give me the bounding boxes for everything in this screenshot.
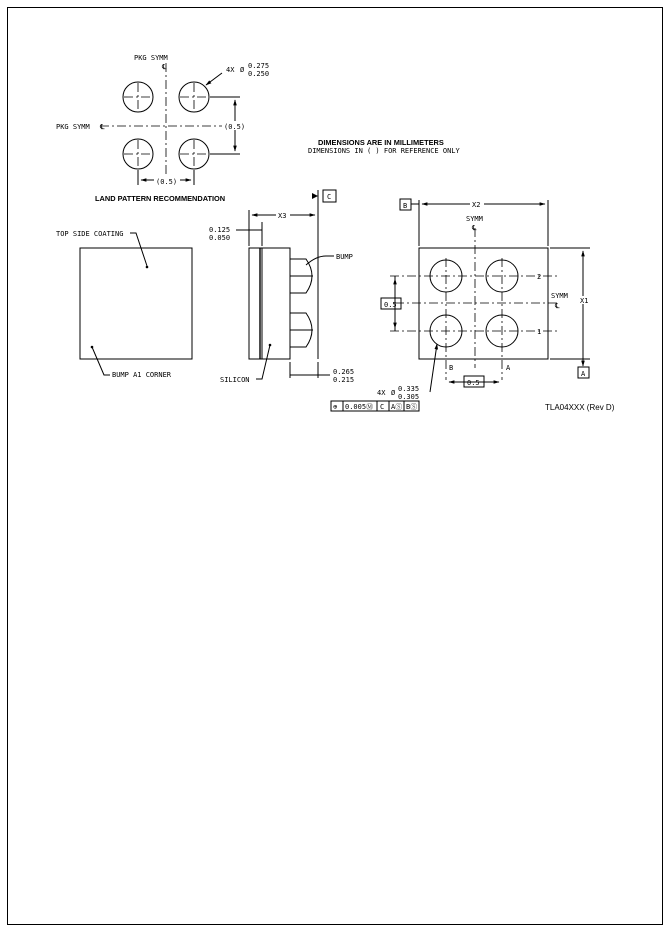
x3-label: X3	[278, 212, 287, 220]
ball-count-label: 4X	[377, 389, 386, 397]
x1-label: X1	[580, 297, 589, 305]
ball-count-label: 4X	[226, 66, 235, 74]
position-symbol: ⊕	[333, 403, 338, 411]
col-b-label: B	[449, 364, 454, 372]
top-side-coating-label: TOP SIDE COATING	[56, 230, 124, 238]
symm-top-label: SYMM	[466, 215, 483, 223]
bump-a1-corner-label: BUMP A1 CORNER	[112, 371, 172, 379]
centerline-symbol: ℄	[555, 302, 560, 310]
symm-right-label: SYMM	[551, 292, 568, 300]
top-view	[56, 230, 192, 379]
die-body-outline	[249, 248, 290, 359]
bump-height-min: 0.215	[333, 376, 355, 384]
thickness-min: 0.050	[209, 234, 231, 242]
row-1-label: 1	[537, 328, 542, 336]
row-2-label: 2	[537, 273, 542, 281]
centerline-symbol: ℄	[162, 63, 167, 71]
datum-a-label: A	[581, 370, 586, 378]
bump-label: BUMP	[336, 253, 353, 261]
fcf-datum-3: BⓈ	[406, 403, 418, 411]
datum-c-label: C	[327, 193, 332, 201]
pitch-vertical-label: (0.5)	[224, 123, 246, 131]
pkg-symm-horizontal-label: PKG SYMM	[56, 123, 90, 131]
feature-control-frame	[331, 401, 419, 411]
diameter-max: 0.275	[248, 62, 270, 70]
bump-height-max: 0.265	[333, 368, 355, 376]
diameter-min: 0.250	[248, 70, 270, 78]
notes	[308, 138, 461, 155]
thickness-max: 0.125	[209, 226, 231, 234]
silicon-label: SILICON	[220, 376, 250, 384]
drawing-id: TLA04XXX (Rev D)	[545, 403, 615, 412]
fcf-datum-1: C	[380, 403, 385, 411]
land-pattern-title: LAND PATTERN RECOMMENDATION	[95, 194, 226, 203]
package-top-outline	[80, 248, 192, 359]
centerline-symbol: ℄	[100, 123, 105, 131]
diameter-symbol: Ø	[240, 66, 245, 74]
bottom-view	[331, 199, 592, 411]
diameter-min: 0.305	[398, 393, 420, 401]
x2-label: X2	[472, 201, 481, 209]
fcf-datum-2: AⓈ	[391, 403, 403, 411]
reference-note: DIMENSIONS IN ( ) FOR REFERENCE ONLY	[308, 147, 460, 155]
side-view	[209, 190, 354, 384]
diameter-symbol: Ø	[391, 389, 396, 397]
pitch-horizontal-label: (0.5)	[156, 178, 178, 186]
centerline-symbol: ℄	[472, 224, 477, 232]
land-pattern-view	[56, 54, 269, 203]
position-tolerance: 0.005Ⓜ	[345, 403, 374, 411]
diameter-max: 0.335	[398, 385, 420, 393]
datum-b-label: B	[403, 202, 408, 210]
units-note: DIMENSIONS ARE IN MILLIMETERS	[318, 138, 444, 147]
pkg-symm-vertical-label: PKG SYMM	[134, 54, 168, 62]
package-bottom-outline	[419, 248, 548, 359]
pitch-horizontal-value: 0.5	[467, 379, 480, 387]
col-a-label: A	[506, 364, 511, 372]
pitch-vertical-value: 0.5	[384, 301, 397, 309]
